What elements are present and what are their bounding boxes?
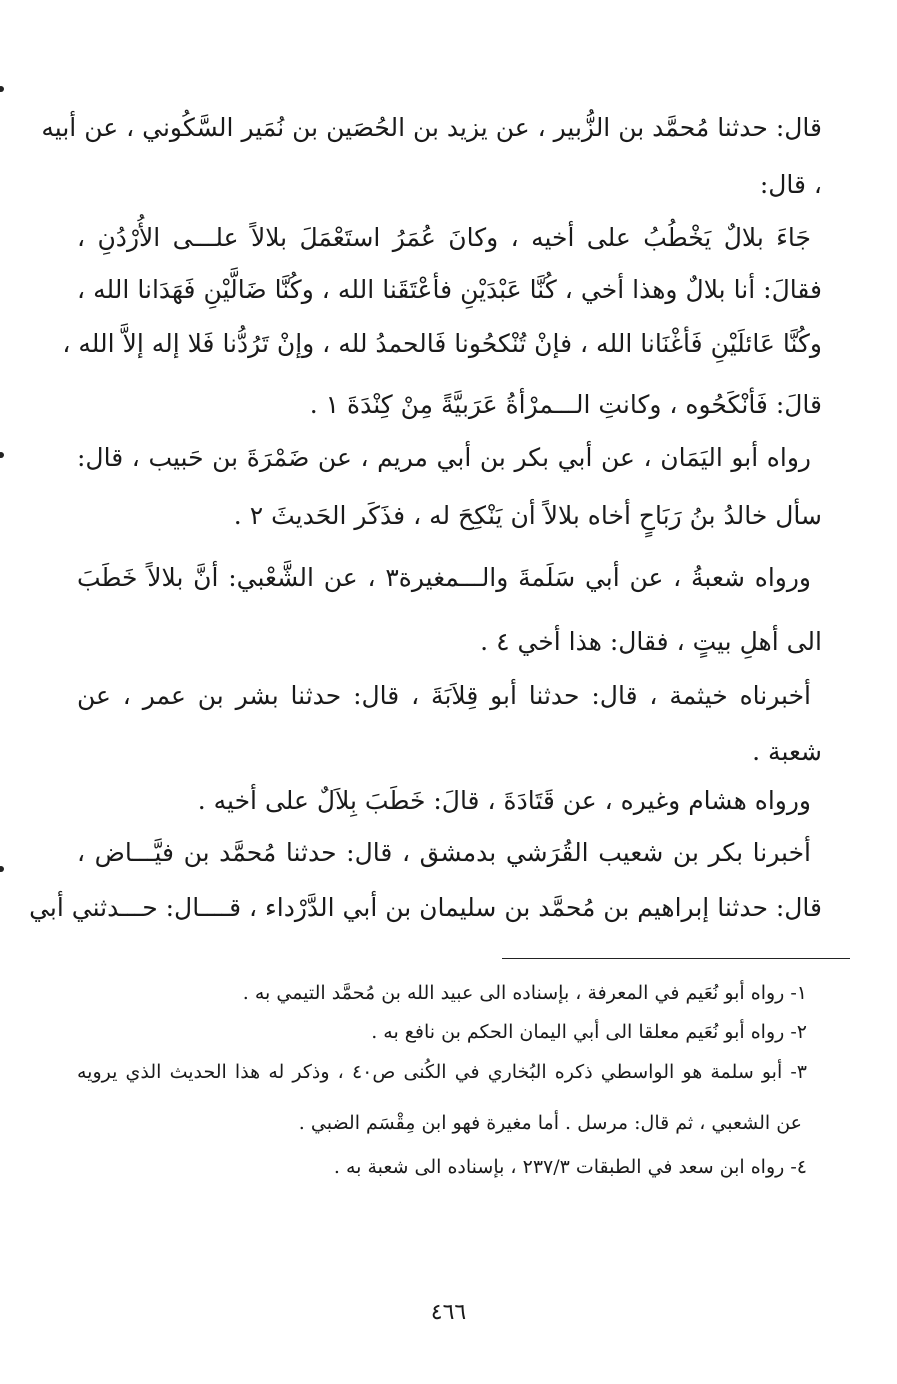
- body-line: وكُنَّا عَائلَيْنِ فَأغْنَانا الله ، فإنْ تُنْكحُونا فَالحمدُ لله ، وإنْ تَرُدُّنا فَلا إله إلاَّ الله ،: [62, 329, 822, 358]
- body-line: شعبة .: [752, 737, 822, 766]
- body-line: الى أهلِ بيتٍ ، فقال: هذا أخي ٤ .: [480, 627, 822, 656]
- body-line: ورواه هشام وغيره ، عن قَتَادَةَ ، قالَ: خَطَبَ بِلاَلٌ على أخيه .: [197, 786, 811, 815]
- footnote: ٣- أبو سلمة هو الواسطي ذكره البُخاري في الكُنى ص٤٠ ، وذكر له هذا الحديث الذي يرويه: [77, 1061, 807, 1083]
- body-line: سأل خالدُ بنُ رَبَاحٍ أخاه بلالاً أن يَنْكِحَ له ، فذَكَر الحَديثَ ٢ .: [233, 501, 822, 530]
- body-line: أخبرنا بكر بن شعيب القُرَشي بدمشق ، قال: حدثنا مُحمَّد بن فيَّـــاض ،: [77, 838, 811, 867]
- body-line: ، قال:: [759, 170, 822, 199]
- page-number: ٤٦٦: [430, 1300, 467, 1325]
- body-line: قال: حدثنا إبراهيم بن مُحمَّد بن سليمان بن أبي الدَّرْداء ، قــــال: حـــدثني أبي: [29, 893, 822, 922]
- footnote: ٢- رواه أبو نُعَيم معلقا الى أبي اليمان الحكم بن نافع به .: [371, 1021, 807, 1043]
- body-line: رواه أبو اليَمَان ، عن أبي بكر بن أبي مريم ، عن ضَمْرَةَ بن حَبيب ، قال:: [77, 443, 811, 472]
- footnote-divider: [502, 958, 850, 959]
- footnote: عن الشعبي ، ثم قال: مرسل . أما مغيرة فهو ابن مِقْسَم الضبي .: [298, 1112, 802, 1134]
- body-line: أخبرناه خيثمة ، قال: حدثنا أبو قِلاَبَةَ ، قال: حدثنا بشر بن عمر ، عن: [77, 681, 811, 710]
- body-line: فقالَ: أنا بلالٌ وهذا أخي ، كُنَّا عَبْدَيْنِ فأعْتَقَنا الله ، وكُنَّا ضَالَّيْنِ فَهَدَانا الله ،: [77, 275, 822, 304]
- body-line: قال: حدثنا مُحمَّد بن الزُّبير ، عن يزيد بن الحُصَين بن نُمَير السَّكُوني ، عن أبيه: [41, 113, 822, 142]
- body-line: ورواه شعبةُ ، عن أبي سَلَمةَ والـــمغيرة٣ ، عن الشَّعْبي: أنَّ بلالاً خَطَبَ: [77, 563, 811, 592]
- margin-mark: [0, 452, 4, 458]
- body-line: جَاءَ بلالٌ يَخْطُبُ على أخيه ، وكانَ عُمَرُ استَعْمَلَ بلالاً علـــى الأُرْدُنِ ،: [77, 223, 811, 252]
- footnote: ٤- رواه ابن سعد في الطبقات ٢٣٧/٣ ، بإسناده الى شعبة به .: [333, 1156, 807, 1178]
- footnote: ١- رواه أبو نُعَيم في المعرفة ، بإسناده الى عبيد الله بن مُحمَّد التيمي به .: [242, 982, 807, 1004]
- margin-mark: [0, 86, 4, 92]
- body-line: قالَ: فَأنْكَحُوه ، وكانتِ الـــمرْأةُ عَرَبيَّةً مِنْ كِنْدَةَ ١ .: [309, 390, 822, 419]
- margin-mark: [0, 866, 4, 872]
